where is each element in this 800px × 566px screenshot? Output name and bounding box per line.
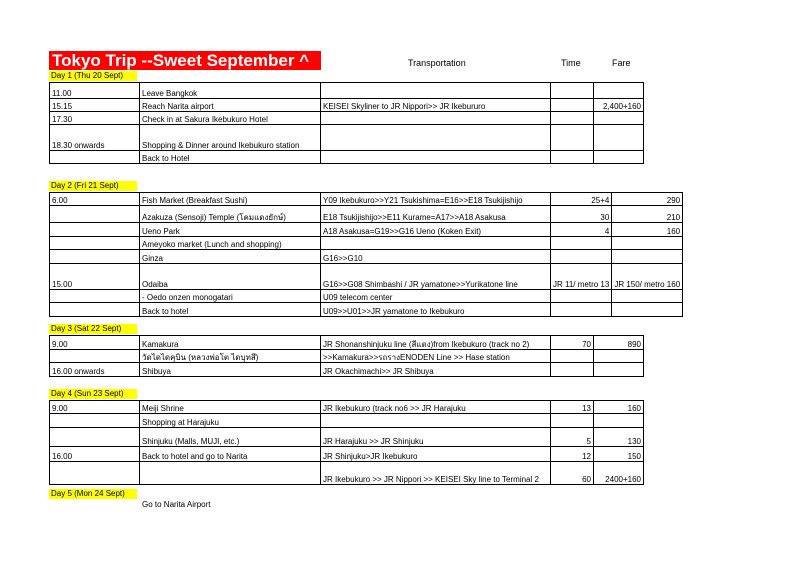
cell-duration (551, 83, 594, 99)
table-row (50, 125, 644, 151)
cell-duration (551, 414, 594, 428)
cell-time: 11.00 (50, 83, 140, 99)
cell-duration (551, 290, 612, 303)
cell-time (50, 462, 140, 485)
cell-transport: >>Kamakura>>รถรางENODEN Line >> Hase station (321, 350, 551, 363)
cell-fare: 2400+160 (594, 462, 644, 485)
cell-transport: KEISEI Skyliner to JR Nippori>> JR Ikebururo (321, 99, 551, 112)
cell-fare: 2,400+160 (594, 99, 644, 112)
cell-transport (321, 237, 551, 250)
cell-duration: 4 (551, 223, 612, 237)
cell-duration: 13 (551, 401, 594, 414)
cell-transport: U09>>U01>>JR yamatone to Ikebukuro (321, 303, 551, 317)
cell-activity: Back to hotel and go to Narita (140, 447, 321, 462)
cell-transport: JR Ikebukuro >> JR Nippori >> KEISEI Sky line to Terminal 2 (321, 462, 551, 485)
cell-time (50, 350, 140, 363)
cell-fare: 890 (594, 336, 644, 350)
header-time: Time (561, 58, 581, 68)
cell-time: 9.00 (50, 401, 140, 414)
table-row (50, 112, 644, 125)
day-4-table (49, 400, 644, 485)
cell-time (50, 151, 140, 164)
cell-duration (551, 250, 612, 264)
day-5-activity: Go to Narita Airport (142, 500, 211, 509)
cell-transport (321, 151, 551, 164)
cell-duration (551, 363, 594, 377)
cell-fare (594, 350, 644, 363)
cell-fare: 160 (612, 223, 683, 237)
day-4-label: Day 4 (Sun 23 Sept) (49, 389, 137, 399)
cell-time (50, 290, 140, 303)
cell-transport (321, 125, 551, 151)
cell-transport: JR Harajuku >> JR Shinjuku (321, 428, 551, 447)
cell-fare (612, 290, 683, 303)
table-row (50, 83, 644, 99)
cell-duration (551, 237, 612, 250)
table-row (50, 206, 683, 223)
cell-fare (612, 303, 683, 317)
cell-activity: Shopping & Dinner around Ikebukuro station (140, 125, 321, 151)
day-2-table (49, 192, 683, 317)
cell-fare (594, 83, 644, 99)
cell-activity: Check in at Sakura Ikebukuro Hotel (140, 112, 321, 125)
header-transportation: Transportation (408, 58, 466, 68)
cell-duration (551, 99, 594, 112)
cell-fare (612, 250, 683, 264)
cell-time (50, 414, 140, 428)
cell-duration: 30 (551, 206, 612, 223)
cell-transport: JR Okachimachi>> JR Shibuya (321, 363, 551, 377)
cell-activity: Fish Market (Breakfast Sushi) (140, 193, 321, 206)
cell-activity: Odaiba (140, 264, 321, 290)
cell-activity: Back to Hotel (140, 151, 321, 164)
cell-fare: 160 (594, 401, 644, 414)
table-row (50, 264, 683, 290)
cell-fare: 290 (612, 193, 683, 206)
cell-fare (594, 151, 644, 164)
cell-duration: 12 (551, 447, 594, 462)
day-3-table (49, 335, 644, 377)
cell-transport: U09 telecom center (321, 290, 551, 303)
cell-activity: Azakuza (Sensoji) Temple (โคมแดงยักษ์) (140, 206, 321, 223)
cell-time: 18.30 onwards (50, 125, 140, 151)
cell-duration (551, 112, 594, 125)
cell-transport: G16>>G10 (321, 250, 551, 264)
cell-duration (551, 125, 594, 151)
cell-transport: Y09 Ikebukuro>>Y21 Tsukishima=E16>>E18 Tsukijishijo (321, 193, 551, 206)
cell-time: 15.00 (50, 264, 140, 290)
table-row (50, 462, 644, 485)
cell-time (50, 206, 140, 223)
cell-activity (140, 462, 321, 485)
cell-fare: 150 (594, 447, 644, 462)
cell-activity: Kamakura (140, 336, 321, 350)
cell-duration: 25+4 (551, 193, 612, 206)
cell-activity: Ueno Park (140, 223, 321, 237)
cell-activity: - Oedo onzen monogatari (140, 290, 321, 303)
cell-time: 6.00 (50, 193, 140, 206)
cell-time (50, 250, 140, 264)
table-row (50, 250, 683, 264)
cell-duration: JR 11/ metro 13 (551, 264, 612, 290)
cell-time: 15.15 (50, 99, 140, 112)
cell-transport (321, 83, 551, 99)
cell-transport (321, 112, 551, 125)
cell-duration: 70 (551, 336, 594, 350)
cell-transport: JR Shonanshinjuku line (สีแดง)from Ikebukuro (track no 2) (321, 336, 551, 350)
cell-fare: JR 150/ metro 160 (612, 264, 683, 290)
table-row (50, 223, 683, 237)
table-row (50, 428, 644, 447)
day-5-label: Day 5 (Mon 24 Sept) (49, 489, 137, 499)
cell-activity: Ginza (140, 250, 321, 264)
cell-transport: JR Shinjuku>JR Ikebukuro (321, 447, 551, 462)
table-row (50, 99, 644, 112)
table-row (50, 447, 644, 462)
cell-fare (594, 414, 644, 428)
table-row (50, 237, 683, 250)
cell-fare (594, 363, 644, 377)
page-title: Tokyo Trip --Sweet September ^ (49, 51, 321, 70)
cell-fare (594, 125, 644, 151)
cell-activity: Shinjuku (Malls, MUJI, etc.) (140, 428, 321, 447)
table-row (50, 151, 644, 164)
cell-duration (551, 303, 612, 317)
cell-activity: Back to hotel (140, 303, 321, 317)
table-row (50, 336, 644, 350)
table-row (50, 350, 644, 363)
cell-duration: 60 (551, 462, 594, 485)
cell-fare: 210 (612, 206, 683, 223)
cell-transport: A18 Asakusa=G19>>G16 Ueno (Koken Exit) (321, 223, 551, 237)
table-row (50, 290, 683, 303)
cell-transport: JR Ikebukuro (track no6 >> JR Harajuku (321, 401, 551, 414)
cell-activity: Leave Bangkok (140, 83, 321, 99)
cell-time: 9.00 (50, 336, 140, 350)
table-row (50, 401, 644, 414)
day-1-label: Day 1 (Thu 20 Sept) (49, 71, 137, 81)
cell-duration: 5 (551, 428, 594, 447)
cell-fare (612, 237, 683, 250)
cell-activity: Shibuya (140, 363, 321, 377)
cell-time (50, 223, 140, 237)
cell-time (50, 428, 140, 447)
cell-duration (551, 350, 594, 363)
day-1-table (49, 82, 644, 164)
cell-fare: 130 (594, 428, 644, 447)
table-row (50, 193, 683, 206)
cell-fare (594, 112, 644, 125)
cell-transport: G16>>G08 Shimbashi / JR yamatone>>Yurikatone line (321, 264, 551, 290)
header-fare: Fare (612, 58, 631, 68)
cell-activity: Ameyoko market (Lunch and shopping) (140, 237, 321, 250)
cell-time (50, 303, 140, 317)
cell-time: 16.00 onwards (50, 363, 140, 377)
table-row (50, 414, 644, 428)
cell-transport (321, 414, 551, 428)
table-row (50, 363, 644, 377)
cell-activity: Meiji Shrine (140, 401, 321, 414)
day-3-label: Day 3 (Sat 22 Sept) (49, 324, 137, 334)
cell-activity: Reach Narita airport (140, 99, 321, 112)
cell-transport: E18 Tsukijishijo>>E11 Kurame=A17>>A18 Asakusa (321, 206, 551, 223)
cell-time: 17.30 (50, 112, 140, 125)
table-row (50, 303, 683, 317)
cell-activity: วัดไดไดคุบิน (หลวงพ่อโต ไดบุทสึ) (140, 350, 321, 363)
cell-time: 16.00 (50, 447, 140, 462)
cell-duration (551, 151, 594, 164)
day-2-label: Day 2 (Fri 21 Sept) (49, 181, 137, 191)
cell-activity: Shopping at Harajuku (140, 414, 321, 428)
cell-time (50, 237, 140, 250)
